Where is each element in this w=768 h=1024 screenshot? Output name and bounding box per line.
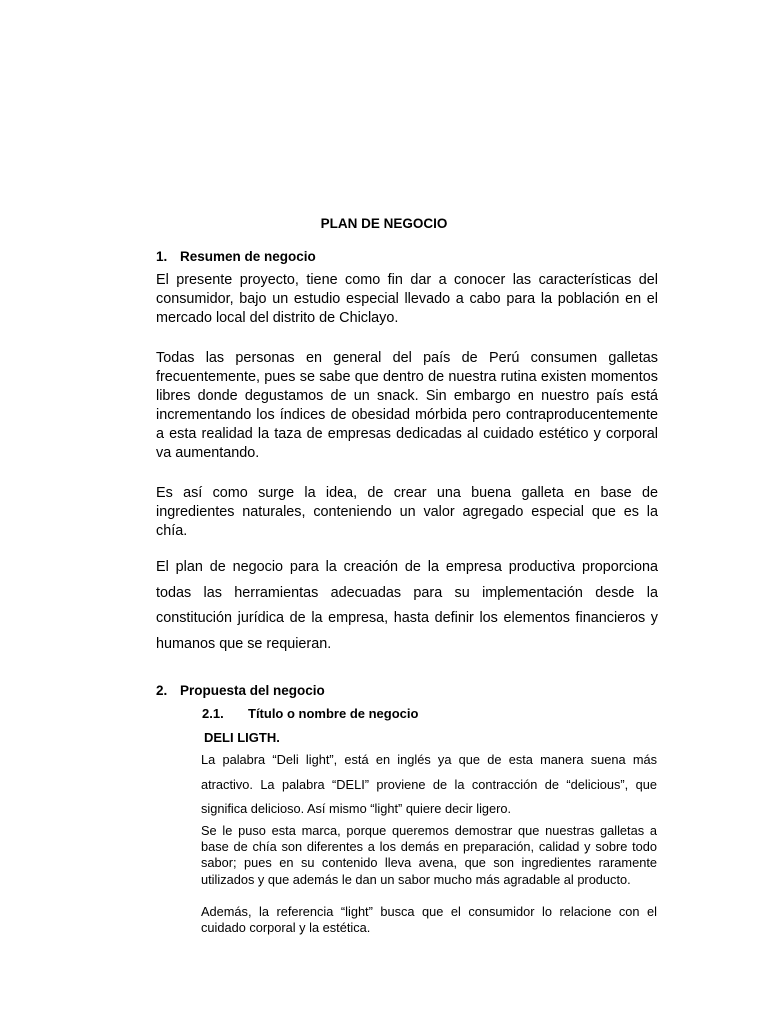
subsection-2-1-number: 2.1. [202,706,224,721]
section-2-title: Propuesta del negocio [180,683,325,698]
section-1-paragraph-4: El plan de negocio para la creación de la empresa productiva proporciona todas las herramientas adecuadas para su implementación desde la constitución jurídica de la empresa, hasta definir los elementos financieros y humanos que se requieran. [156,559,658,652]
subsection-2-1-heading [202,706,418,721]
document-title: PLAN DE NEGOCIO [320,216,448,231]
subsection-paragraph-1: La palabra “Deli light”, está en inglés ya que de esta manera suena más atractivo. La palabra “DELI” proviene de la contracción de “delicious”, que significa delicioso. Así mismo “light” quiere decir ligero. [201,752,657,816]
section-1-heading [156,249,316,264]
section-1-paragraph-1: El presente proyecto, tiene como fin dar a conocer las características del consumidor, bajo un estudio especial llevado a cabo para la población en el mercado local del distrito de Chiclayo. [156,272,658,326]
section-1-paragraph-2: Todas las personas en general del país de Perú consumen galletas frecuentemente, pues se sabe que dentro de nuestra rutina existen momentos libres donde degustamos de un snack. Sin embargo en nuestro país está incrementando los índices de obesidad mórbida pero contraproducentemente a esta realidad la taza de empresas dedicadas al cuidado estético y corporal va aumentando. [156,350,658,461]
subsection-paragraph-3: Además, la referencia “light” busca que el consumidor lo relacione con el cuidado corporal y la estética. [201,904,657,936]
section-1-title: Resumen de negocio [180,249,316,264]
subsection-paragraph-2: Se le puso esta marca, porque queremos demostrar que nuestras galletas a base de chía son diferentes a los demás en preparación, calidad y sobre todo sabor; pues en su contenido lleva avena, que son ingredientes raramente utilizados y que además le dan un sabor mucho más agradable al producto. [201,823,657,887]
brand-name: DELI LIGTH. [204,730,280,745]
section-1-paragraph-3: Es así como surge la idea, de crear una buena galleta en base de ingredientes naturales, conteniendo un valor agregado especial que es la chía. [156,485,658,539]
subsection-2-1-title: Título o nombre de negocio [248,706,419,721]
section-2-number: 2. [156,683,168,698]
section-2-heading [156,683,325,698]
section-1-number: 1. [156,249,168,264]
